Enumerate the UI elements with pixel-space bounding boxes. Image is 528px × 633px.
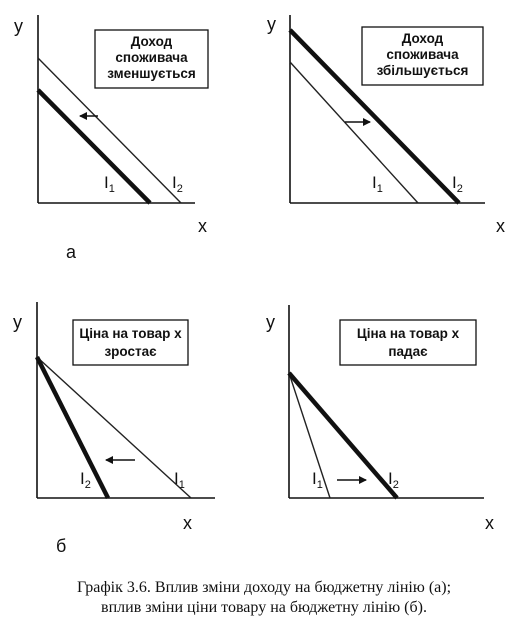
row-label-a: а — [66, 242, 77, 262]
budget-line-i1 — [37, 357, 191, 498]
box-line-1: Ціна на товар x — [356, 326, 460, 341]
box-line-3: збільшується — [376, 63, 469, 78]
x-axis-label: x — [183, 513, 192, 533]
budget-line-i2 — [37, 357, 108, 498]
y-axis-label: y — [267, 14, 276, 34]
budget-line-i2 — [289, 373, 397, 498]
row-label-b: б — [56, 536, 67, 556]
box-line-2: зростає — [104, 344, 157, 359]
budget-line-i1 — [38, 90, 150, 203]
box-line-1: Доход — [130, 34, 173, 49]
figure-caption — [0, 578, 528, 618]
box-line-2: споживача — [115, 50, 188, 65]
line-label-i2: $I_2$ — [80, 469, 91, 491]
panel-income-increase — [267, 14, 505, 236]
line-label-i1: $I_1$ — [104, 173, 115, 195]
x-axis-label: x — [198, 216, 207, 236]
line-label-i2: $I_2$ — [172, 173, 183, 195]
box-line-1: Доход — [401, 31, 444, 46]
panel-income-decrease — [14, 15, 208, 236]
box-line-1: Ціна на товар x — [79, 326, 182, 341]
line-label-i2: $I_2$ — [452, 173, 463, 195]
caption-line-2: вплив зміни ціни товару на бюджетну лінію (б). — [101, 599, 427, 616]
line-label-i1: $I_1$ — [174, 469, 185, 491]
box-line-2: падає — [388, 344, 428, 359]
line-label-i1: $I_1$ — [312, 469, 323, 491]
y-axis-label: y — [14, 16, 23, 36]
line-label-i1: $I_1$ — [372, 173, 383, 195]
budget-line-i1 — [289, 373, 330, 498]
panel-price-increase — [13, 302, 215, 533]
x-axis-label: x — [485, 513, 494, 533]
x-axis-label: x — [496, 216, 505, 236]
box-line-2: споживача — [386, 47, 459, 62]
y-axis-label: y — [13, 312, 22, 332]
panel-price-decrease — [266, 305, 494, 533]
y-axis-label: y — [266, 312, 275, 332]
caption-line-1: Графік 3.6. Вплив зміни доходу на бюджетну лінію (а); — [76, 579, 452, 596]
box-line-3: зменшується — [107, 66, 196, 81]
line-label-i2: $I_2$ — [388, 469, 399, 491]
